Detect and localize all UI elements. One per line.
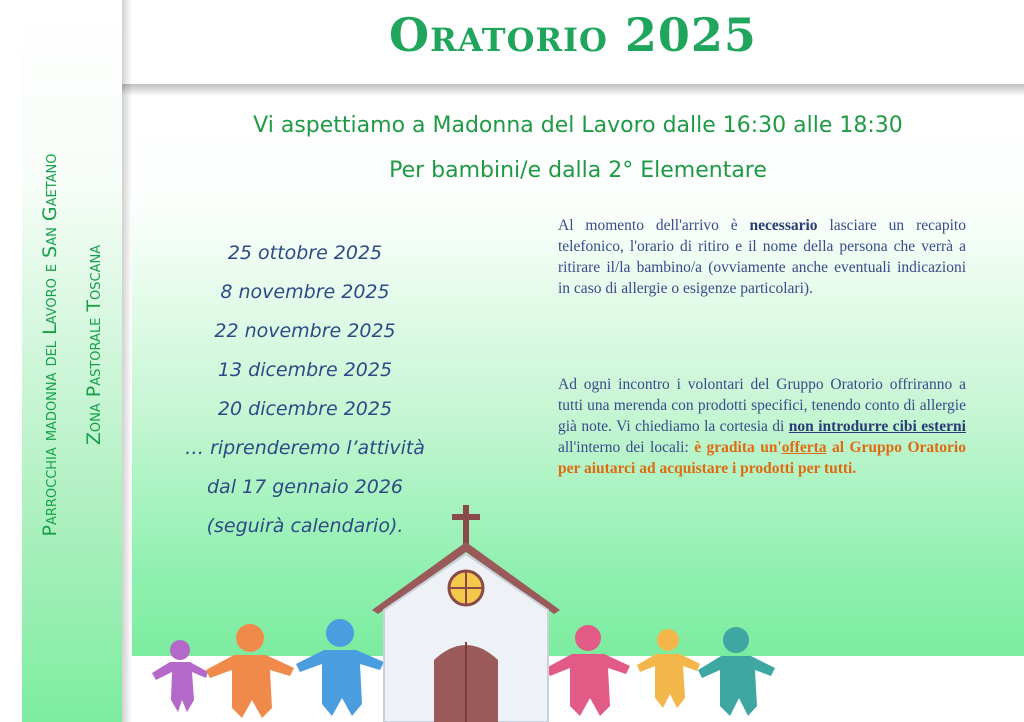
date-item: 8 novembre 2025	[220, 281, 390, 303]
audience-subtitle: Per bambini/e dalla 2° Elementare	[389, 158, 767, 183]
resume-note: … riprenderemo l’attività	[185, 437, 425, 459]
zone-name: Zona Pastorale Toscana	[83, 244, 105, 446]
date-item: 25 ottobre 2025	[227, 242, 383, 264]
child-figure-teal-icon	[698, 627, 775, 716]
child-figure-blue-icon	[296, 619, 384, 716]
page-title: Oratorio 2025	[389, 8, 757, 62]
text: Ad ogni incontro i volontari del Gruppo Oratorio offriranno a tutti una merenda con prodotti specifici, tenendo conto di allergie già note. Vi chiediamo la cortesia di	[558, 376, 966, 435]
snack-paragraph	[558, 374, 966, 479]
child-figure-orange-icon	[206, 624, 294, 718]
offer-text: al Gruppo Oratorio per aiutarci ad acquistare i prodotti per tutti.	[558, 439, 966, 477]
date-item: 20 dicembre 2025	[217, 398, 393, 420]
offer-text: è gradita un'	[694, 439, 782, 456]
offer-underlined: offerta	[781, 439, 827, 456]
side-shadow	[122, 0, 132, 722]
text: lasciare un recapito telefonico, l'orario di ritiro e il nome della persona che verrà a ritirare il/la bambino/a (ovviamente anche eventuali indicazioni in caso di allergie o esigenze particolari).	[558, 217, 966, 297]
child-figure-pink-icon	[546, 625, 630, 716]
calendar-note: (seguirà calendario).	[206, 515, 404, 537]
date-item: 13 dicembre 2025	[217, 359, 393, 381]
arrival-paragraph	[558, 215, 966, 299]
resume-date: dal 17 gennaio 2026	[206, 476, 403, 498]
date-item: 22 novembre 2025	[214, 320, 396, 342]
parish-name: Parrocchia madonna del Lavoro e San Gaetano	[39, 153, 61, 537]
title-divider	[122, 84, 1024, 96]
church-icon	[372, 505, 560, 722]
emphasis-no-outside-food: non introdurre cibi esterni	[788, 418, 966, 435]
child-figure-purple-icon	[152, 640, 208, 712]
text: Al momento dell'arrivo è	[558, 217, 750, 234]
emphasis-necessario: necessario	[749, 217, 818, 234]
child-figure-yellow-icon	[637, 629, 700, 708]
schedule-subtitle: Vi aspettiamo a Madonna del Lavoro dalle 16:30 alle 18:30	[253, 113, 903, 138]
text: all'interno dei locali:	[558, 439, 695, 456]
church-and-children-illustration	[132, 500, 1024, 722]
parish-label	[28, 35, 116, 655]
